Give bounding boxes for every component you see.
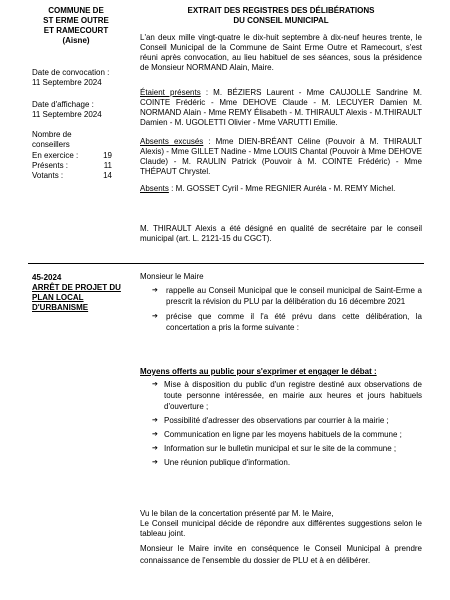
bilan-line: Vu le bilan de la concertation présenté par M. le Maire, — [140, 509, 334, 518]
arrow-icon: ➔ — [152, 431, 158, 438]
moyen-text: Mise à disposition du public d'un registre destiné aux observations de toute personne intéressée, en mairie aux heures et jours habituels d'ouverture ; — [164, 380, 422, 411]
commune-header — [30, 6, 122, 46]
arrow-icon: ➔ — [152, 459, 158, 466]
count-value: 11 — [103, 161, 112, 170]
excuses-text: : Mme DIEN-BRÉANT Céline (Pouvoir à M. THIRAULT Alexis) - Mme GILLET Nadine - Mme LOUIS Chantal (Pouvoir à Mme DEHOVE Claude) - M. RAULIN Patrick (Pouvoir à M. COINTE Frédéric) - Mme THÉPAUT Chrystel. — [140, 137, 422, 176]
convocation-date: 11 Septembre 2024 — [32, 78, 102, 87]
affichage-block — [32, 100, 122, 120]
list-item — [148, 415, 422, 426]
commune-line-2: ST ERME OUTRE — [43, 16, 109, 25]
presents-label: Étaient présents — [140, 88, 201, 97]
conseillers-label-block — [32, 130, 122, 150]
arrow-icon: ➔ — [152, 381, 158, 388]
moyen-text: Communication en ligne par les moyens habituels de la commune ; — [164, 430, 402, 439]
count-value: 14 — [103, 171, 112, 180]
list-item — [148, 311, 422, 333]
count-value: 19 — [103, 151, 112, 160]
list-item — [148, 443, 422, 454]
absents-text: : M. GOSSET Cyril - Mme REGNIER Auréla - M. REMY Michel. — [168, 184, 396, 193]
title-line-1: EXTRAIT DES REGISTRES DES DÉLIBÉRATIONS — [187, 6, 375, 15]
moyen-text: Une réunion publique d'information. — [164, 458, 291, 467]
salutation: Monsieur le Maire — [140, 272, 204, 281]
point-text: précise que comme il l'a été prévu dans cette délibération, la concertation a pris la forme suivante : — [166, 312, 422, 332]
affichage-date: 11 Septembre 2024 — [32, 110, 102, 119]
conseillers-label-1: Nombre de — [32, 130, 72, 139]
moyens-list — [148, 379, 422, 468]
points-list — [148, 285, 422, 333]
commune-line-3: ET RAMECOURT — [43, 26, 109, 35]
list-item — [148, 379, 422, 412]
count-label: Présents : — [32, 161, 69, 170]
absents-paragraph — [140, 184, 422, 194]
point-text: rappelle au Conseil Municipal que le conseil municipal de Saint-Erme a prescrit la révision du PLU par la délibération du 16 décembre 2021 — [166, 286, 422, 306]
presents-text: : M. BÉZIERS Laurent - Mme CAUJOLLE Sandrine M. COINTE Frédéric - Mme DEHOVE Claude - M. LECUYER Damien M. NORMAND Alain - Mme REMY Élisabeth - M. THIRAULT Alexis - M.THIRAULT Damien - M. UGOLETTI Olivier - Mme VARUTTI Emilie. — [140, 88, 422, 127]
commune-line-1: COMMUNE DE — [48, 6, 104, 15]
arrow-icon: ➔ — [152, 417, 158, 424]
invite-paragraph: Monsieur le Maire invite en conséquence le Conseil Municipal à prendre connaissance de l'ensemble du dossier de PLU et à en délibérer. — [140, 544, 422, 565]
motion-number: 45-2024 — [32, 273, 62, 282]
list-item — [148, 457, 422, 468]
excuses-paragraph — [140, 137, 422, 177]
title-line-2: DU CONSEIL MUNICIPAL — [233, 16, 329, 25]
count-row-exercice — [32, 151, 122, 161]
count-row-presents — [32, 161, 122, 171]
excuses-label: Absents excusés — [140, 137, 204, 146]
presents-paragraph — [140, 88, 422, 128]
intro-paragraph: L'an deux mille vingt-quatre le dix-huit septembre à dix-neuf heures trente, le Conseil Municipal de la Commune de Saint Erme Outre et Ramecourt, s'est réuni après convocation, au lieu habituel de ses séances, sous la présidence de Monsieur NORMAND Alain, Maire. — [140, 33, 422, 72]
absents-label: Absents — [140, 184, 169, 193]
count-label: En exercice : — [32, 151, 79, 160]
moyen-text: Information sur le bulletin municipal et sur le site de la commune ; — [164, 444, 397, 453]
motion-title: ARRÊT DE PROJET DU PLAN LOCAL D'URBANISME — [32, 283, 121, 312]
moyens-heading: Moyens offerts au public pour s'exprimer et engager le débat : — [140, 367, 377, 376]
conseillers-counts — [32, 151, 122, 181]
convocation-block — [32, 68, 122, 88]
conseillers-label-2: conseillers — [32, 140, 70, 149]
commune-line-4: (Aisne) — [62, 36, 90, 45]
convocation-label: Date de convocation : — [32, 68, 110, 77]
arrow-icon: ➔ — [152, 287, 158, 294]
moyen-text: Possibilité d'adresser des observations par courrier à la mairie ; — [164, 416, 389, 425]
secretaire-paragraph: M. THIRAULT Alexis a été désigné en qualité de secrétaire par le conseil municipal (art. L. 2121-15 du CGCT). — [140, 224, 422, 243]
decision-paragraph: Le Conseil municipal décide de répondre aux différentes suggestions selon le tableau joint. — [140, 519, 422, 538]
count-label: Votants : — [32, 171, 64, 180]
count-row-votants — [32, 171, 122, 181]
list-item — [148, 285, 422, 307]
affichage-label: Date d'affichage : — [32, 100, 94, 109]
motion-title-block — [32, 273, 124, 313]
arrow-icon: ➔ — [152, 445, 158, 452]
arrow-icon: ➔ — [152, 313, 158, 320]
section-divider — [28, 263, 424, 264]
document-title — [140, 6, 422, 26]
list-item — [148, 429, 422, 440]
